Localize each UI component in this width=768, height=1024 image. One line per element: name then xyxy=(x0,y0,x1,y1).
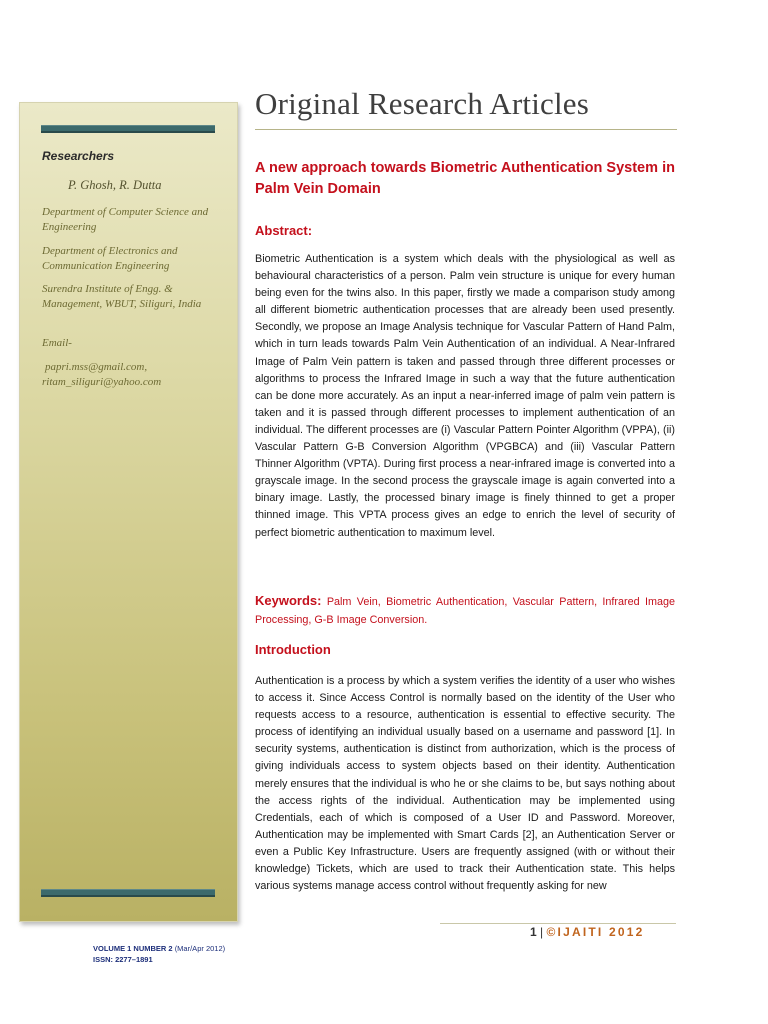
email-label: Email- xyxy=(42,337,72,349)
volume-number: VOLUME 1 NUMBER 2 xyxy=(93,944,173,953)
keywords-label: Keywords: xyxy=(255,593,322,608)
page-title: Original Research Articles xyxy=(255,86,590,121)
title-divider xyxy=(255,129,677,130)
page-number: 1 xyxy=(530,925,537,939)
keywords-text: Palm Vein, Biometric Authentication, Vascular Pattern, Infrared Image Processing, G-B Image Conversion. xyxy=(255,596,676,626)
email-address-1[interactable]: papri.mss@gmail.com, xyxy=(45,361,148,373)
researchers-heading: Researchers xyxy=(42,149,115,163)
journal-brand: ©IJAITI 2012 xyxy=(546,925,645,939)
affiliation-cse: Department of Computer Science and Engineering xyxy=(42,206,209,233)
abstract-text: Biometric Authentication is a system which deals with the physiological as well as behavioural characteristics of a person. Palm vein structure is unique for every human being even for the twins also. In this paper, firstly we made a comparison study among all different biometric authentication processes that are already been used presently. Secondly, we propose an Image Analysis technique for Vascular Pattern of Hand Palm, which in turn leads towards Palm Vein Authentication of an individual. A Near-Infrared Image of Palm Vein pattern is taken and passed through three different processes or algorithms to process the Infrared Image in such a way that the future authentication can be done more accurately. As an input a near-inferred image of palm vein pattern is taken and it is passed through different processes to implement authentication of an individual. The different processes are (i) Vascular Pattern Pointer Algorithm (VPPA), (ii) Vascular Pattern G-B Conversion Algorithm (VPGBCA) and (iii) Vascular Pattern Thinner Algorithm (VPTA). During first process a near-infrared image is converted into a grayscale image. In the second process the grayscale image is again converted into a binary image. Lastly, the processed binary image is finely thinned to get a proper thinned image. This VPTA process gives an edge to enrich the level of security of perfect biometric authentication to maximum level. xyxy=(255,253,675,539)
article-title: A new approach towards Biometric Authentication System in Palm Vein Domain xyxy=(255,160,675,197)
email-address-2[interactable]: ritam_siliguri@yahoo.com xyxy=(42,376,162,388)
sidebar-top-rule xyxy=(41,125,215,133)
volume-date: (Mar/Apr 2012) xyxy=(174,944,226,953)
affiliation-ece: Department of Electronics and Communication Engineering xyxy=(42,245,178,272)
footer-separator: | xyxy=(540,925,544,939)
author-sidebar xyxy=(19,102,238,922)
page-footer xyxy=(530,925,644,939)
footer-divider xyxy=(440,923,676,924)
introduction-text: Authentication is a process by which a system verifies the identity of a user who wishes to access it. Since Access Control is normally based on the identity of the User who requests access to a resource, authentication is essential to effective security. The process of identifying an individual usually based on a username and password [1]. In security systems, authentication is distinct from authorization, which is the process of giving individuals access to system objects based on their identity. Authentication merely ensures that the individual is who he or she claims to be, but says nothing about the access rights of the individual. Authentication may be implemented using Credentials, each of which is composed of a User ID and Password. Moreover, Authentication may be implemented with Smart Cards [2], an Authentication Server or even a Public Key Infrastructure. Users are frequently assigned (with or without their knowledge) Tickets, which are used to track their Authentication state. This helps various systems manage access control without frequently asking for new xyxy=(255,675,675,893)
abstract-heading: Abstract: xyxy=(255,223,313,238)
introduction-heading: Introduction xyxy=(255,642,331,657)
issn: ISSN: 2277–1891 xyxy=(93,955,153,964)
affiliation-institute: Surendra Institute of Engg. & Management, WBUT, Siliguri, India xyxy=(42,283,202,310)
sidebar-bottom-rule xyxy=(41,889,215,897)
volume-info xyxy=(93,943,225,965)
keywords-line xyxy=(255,592,675,629)
author-names: P. Ghosh, R. Dutta xyxy=(68,178,162,192)
